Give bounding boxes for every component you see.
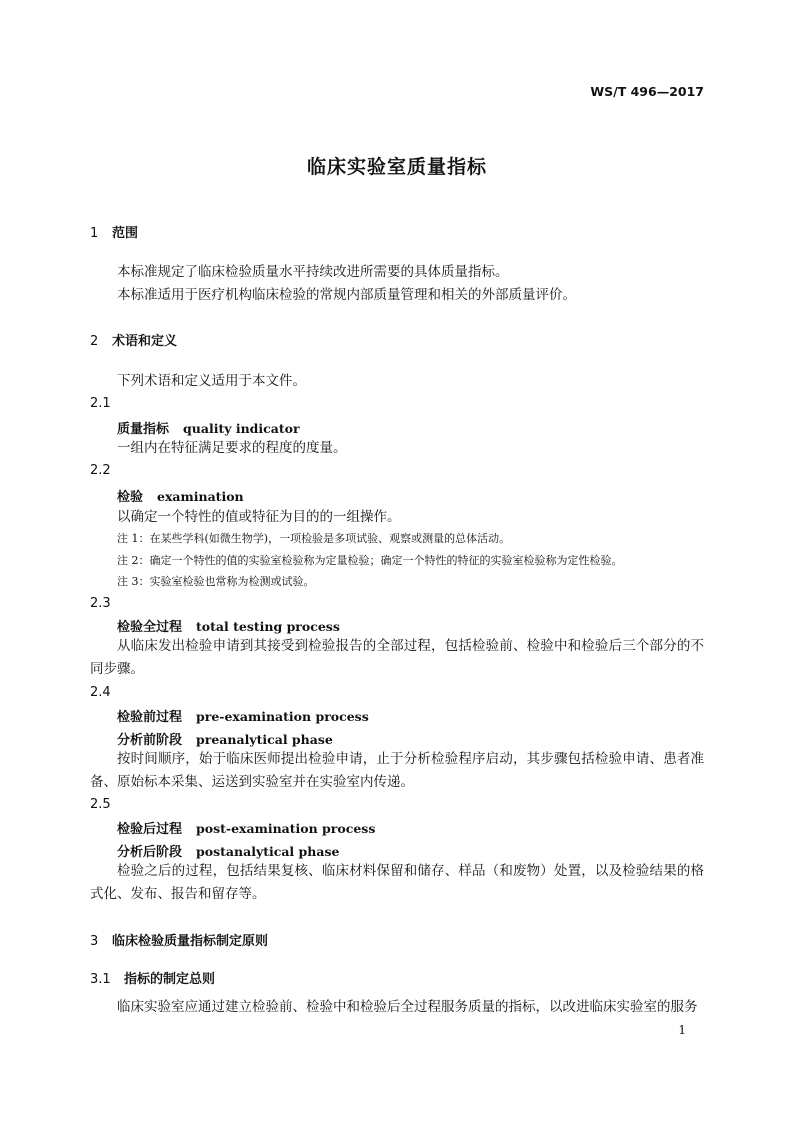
term-definition: 检验之后的过程，包括结果复核、临床材料保留和储存、样品（和废物）处置，以及检验结果的格式化、发布、报告和留存等。 <box>90 863 704 902</box>
term-heading <box>117 418 300 437</box>
document-title: 临床实验室质量指标 <box>306 156 487 178</box>
term-definition: 从临床发出检验申请到其接受到检验报告的全部过程，包括检验前、检验中和检验后三个部分的不同步骤。 <box>90 638 704 677</box>
note: 注 1：在某些学科(如微生物学)，一项检验是多项试验、观察或测量的总体活动。 <box>117 532 511 545</box>
term-number: 2.5 <box>90 797 111 812</box>
term-en: quality indicator <box>183 421 300 436</box>
section-number: 3 <box>90 934 99 949</box>
term-en: pre-examination process <box>196 709 369 724</box>
term-zh: 检验 <box>117 490 144 505</box>
section-number: 1 <box>90 226 99 241</box>
term-en: total testing process <box>196 619 340 634</box>
section-title: 范围 <box>112 226 139 241</box>
term-en: postanalytical phase <box>196 844 340 859</box>
section-title: 指标的制定总则 <box>124 972 216 987</box>
term-definition: 以确定一个特性的值或特征为目的的一组操作。 <box>117 509 401 525</box>
term-number: 2.1 <box>90 396 111 411</box>
term-en: preanalytical phase <box>196 732 333 747</box>
term-number: 2.3 <box>90 596 111 611</box>
term-heading-alt <box>117 841 339 860</box>
term-zh: 质量指标 <box>117 422 170 437</box>
term-heading <box>117 706 369 725</box>
term-zh: 检验前过程 <box>117 710 183 725</box>
page-number: 1 <box>678 1023 686 1037</box>
standard-code: WS/T 496—2017 <box>590 84 704 99</box>
term-en: examination <box>157 489 244 504</box>
term-definition: 一组内在特征满足要求的程度的度量。 <box>117 440 347 456</box>
section-title: 临床检验质量指标制定原则 <box>112 934 269 949</box>
section-heading-2 <box>90 330 177 349</box>
term-definition: 按时间顺序，始于临床医师提出检验申请，止于分析检验程序启动，其步骤包括检验申请、患者准备、原始标本采集、运送到实验室并在实验室内传递。 <box>90 751 704 790</box>
term-zh: 检验后过程 <box>117 822 183 837</box>
subsection-heading-3-1 <box>90 968 215 987</box>
term-zh: 检验全过程 <box>117 620 183 635</box>
term-zh: 分析前阶段 <box>117 733 183 748</box>
paragraph: 临床实验室应通过建立检验前、检验中和检验后全过程服务质量的指标，以改进临床实验室的服务 <box>117 999 698 1015</box>
section-number: 3.1 <box>90 972 111 987</box>
term-heading <box>117 486 244 505</box>
section-title: 术语和定义 <box>112 334 178 349</box>
term-heading <box>117 818 375 837</box>
term-zh: 分析后阶段 <box>117 845 183 860</box>
note: 注 3：实验室检验也常称为检测或试验。 <box>117 575 315 588</box>
term-heading-alt <box>117 729 333 748</box>
term-number: 2.4 <box>90 685 111 700</box>
section-heading-1 <box>90 222 138 241</box>
section-number: 2 <box>90 334 99 349</box>
term-number: 2.2 <box>90 463 111 478</box>
section-heading-3 <box>90 930 268 949</box>
paragraph: 本标准适用于医疗机构临床检验的常规内部质量管理和相关的外部质量评价。 <box>117 287 576 303</box>
note: 注 2：确定一个特性的值的实验室检验称为定量检验；确定一个特性的特征的实验室检验称为定性检验。 <box>117 554 623 567</box>
term-en: post-examination process <box>196 821 376 836</box>
term-heading <box>117 616 340 635</box>
paragraph: 本标准规定了临床检验质量水平持续改进所需要的具体质量指标。 <box>117 264 509 280</box>
paragraph: 下列术语和定义适用于本文件。 <box>117 373 306 389</box>
